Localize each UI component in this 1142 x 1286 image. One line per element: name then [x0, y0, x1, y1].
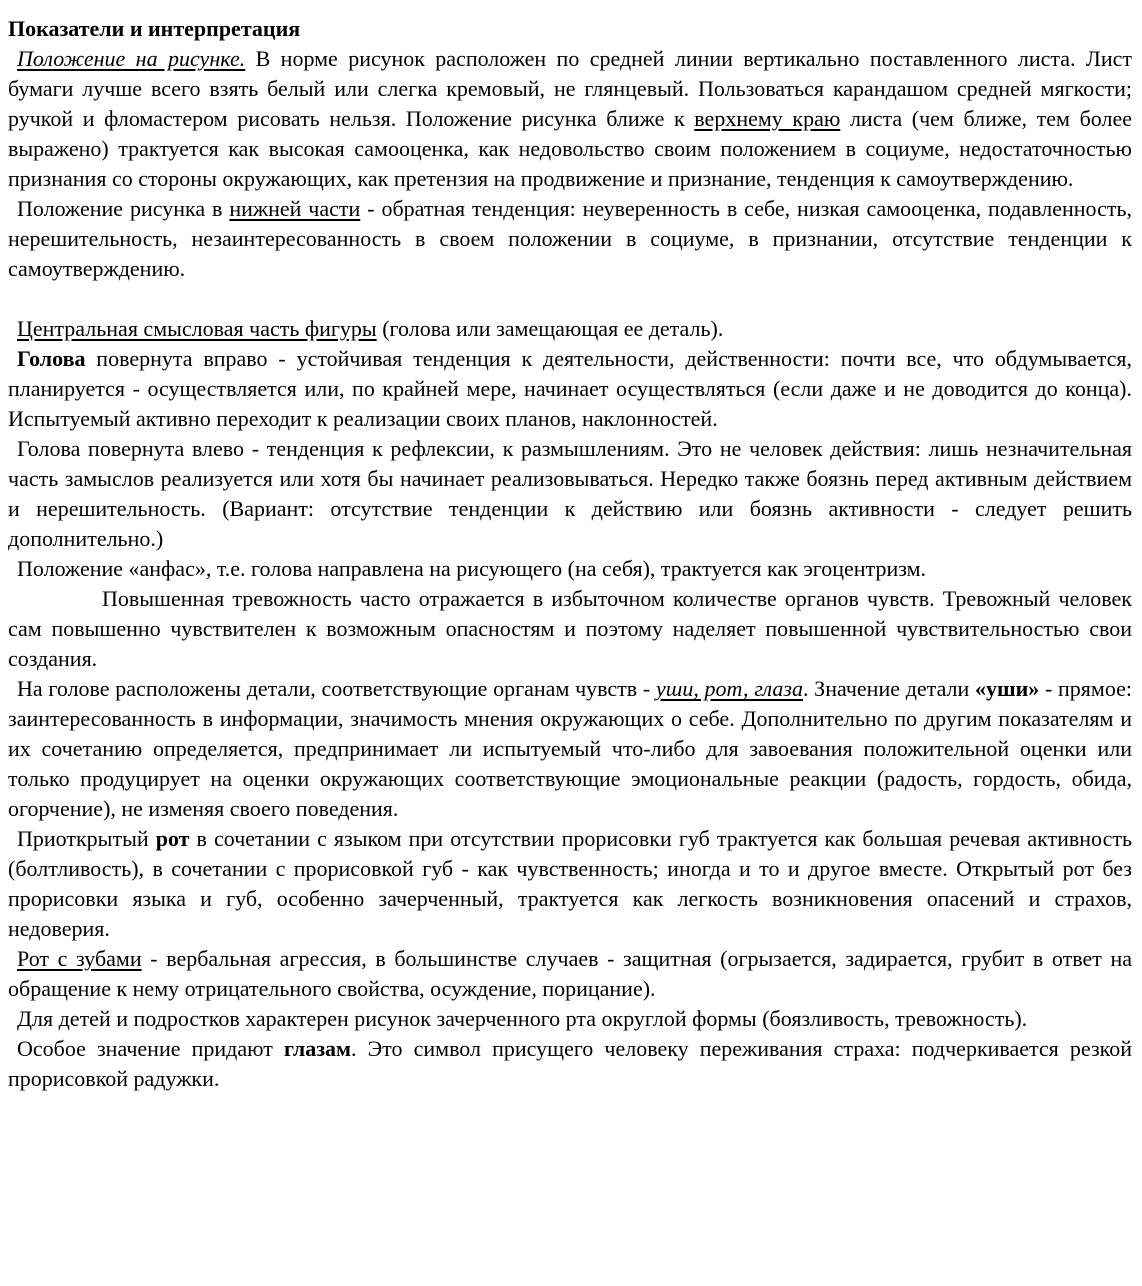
text-run: - обратная тенденция: неуверенность в себе, низкая самооценка, подавленность, нерешительность, незаинтересованность в своем положении в социуме, в признании, отсутствие тенденции к самоутверждению.	[8, 196, 1132, 281]
text-run: листа (чем ближе, тем более выражено) трактуется как высокая самооценка, как недовольство своим положением в социуме, недостаточностью признания со стороны окружающих, как претензия на продвижение и признание, тенденция к самоутверждению.	[8, 106, 1132, 191]
document-title	[8, 14, 1132, 44]
paragraph	[8, 344, 1132, 434]
paragraph	[8, 584, 1132, 674]
text-run: рот	[155, 826, 190, 851]
text-run: «уши»	[975, 676, 1040, 701]
document-body	[8, 14, 1132, 1094]
text-run: Центральная смысловая часть фигуры	[17, 316, 377, 341]
paragraph	[8, 944, 1132, 1004]
paragraph	[8, 554, 1132, 584]
paragraph	[8, 1004, 1132, 1034]
paragraph	[8, 824, 1132, 944]
text-run: в сочетании с языком при отсутствии прорисовки губ трактуется как большая речевая активность (болтливость), в сочетании с прорисовкой губ - как чувственность; иногда и то и другое вместе. Открытый рот без прорисовки языка и губ, особенно зачерченный, трактуется как легкость возникновения опасений и страхов, недоверия.	[8, 826, 1132, 941]
paragraph	[8, 1034, 1132, 1094]
text-run: (голова или замещающая ее деталь).	[376, 316, 724, 341]
text-run: Особое значение придают	[17, 1036, 284, 1061]
blank-line	[8, 284, 1132, 314]
text-run: Рот с зубами	[17, 946, 142, 971]
text-run: уши, рот, глаза	[655, 676, 803, 701]
paragraph	[8, 44, 1132, 194]
text-run: Приоткрытый	[17, 826, 156, 851]
text-run: Для детей и подростков характерен рисунок зачерченного рта округлой формы (боязливость, тревожность).	[17, 1006, 1028, 1031]
paragraph	[8, 434, 1132, 554]
text-run: . Это символ присущего человеку переживания страха: подчеркивается резкой прорисовкой радужки.	[8, 1036, 1132, 1091]
paragraph	[8, 314, 1132, 344]
text-run: глазам	[283, 1036, 352, 1061]
text-run: - прямое: заинтересованность в информации, значимость мнения окружающих о себе. Дополнительно по другим показателям и их сочетанию определяется, предпринимает ли испытуемый что-либо для завоевания положительной оценки или только продуцирует на оценки окружающих соответствующие эмоциональные реакции (радость, гордость, обида, огорчение), не изменяя своего поведения.	[8, 676, 1132, 821]
text-run: нижней части	[229, 196, 361, 221]
paragraph	[8, 194, 1132, 284]
text-run: В норме рисунок расположен по средней линии вертикально поставленного листа. Лист бумаги лучше всего взять белый или слегка кремовый, не глянцевый. Пользоваться карандашом средней мягкости; ручкой и фломастером рисовать нельзя. Положение рисунка ближе к	[8, 46, 1132, 131]
text-run: Повышенная тревожность часто отражается в избыточном количестве органов чувств. Тревожный человек сам повышенно чувствителен к возможным опасностям и поэтому наделяет повышенной чувствительностью свои создания.	[8, 586, 1132, 671]
text-run: Голова повернута влево - тенденция к рефлексии, к размышлениям. Это не человек действия: лишь незначительная часть замыслов реализуется или хотя бы начинает реализовываться. Нередко также боязнь перед активным действием и нерешительность. (Вариант: отсутствие тенденции к действию или боязнь активности - следует решить дополнительно.)	[8, 436, 1132, 551]
text-run: Положение на рисунке.	[17, 46, 246, 71]
text-run: На голове расположены детали, соответствующие органам чувств -	[17, 676, 656, 701]
text-run: . Значение детали	[802, 676, 975, 701]
text-run: Голова	[17, 346, 86, 371]
text-run: верхнему краю	[694, 106, 841, 131]
paragraph	[8, 674, 1132, 824]
text-run: Положение «анфас», т.е. голова направлена на рисующего (на себя), трактуется как эгоцентризм.	[17, 556, 927, 581]
text-run: Показатели и интерпретация	[8, 16, 301, 41]
text-run: Положение рисунка в	[17, 196, 230, 221]
text-run: повернута вправо - устойчивая тенденция к деятельности, действенности: почти все, что обдумывается, планируется - осуществляется или, по крайней мере, начинает осуществляться (если даже и не доводится до конца). Испытуемый активно переходит к реализации своих планов, наклонностей.	[8, 346, 1132, 431]
text-run: - вербальная агрессия, в большинстве случаев - защитная (огрызается, задирается, грубит в ответ на обращение к нему отрицательного свойства, осуждение, порицание).	[8, 946, 1132, 1001]
